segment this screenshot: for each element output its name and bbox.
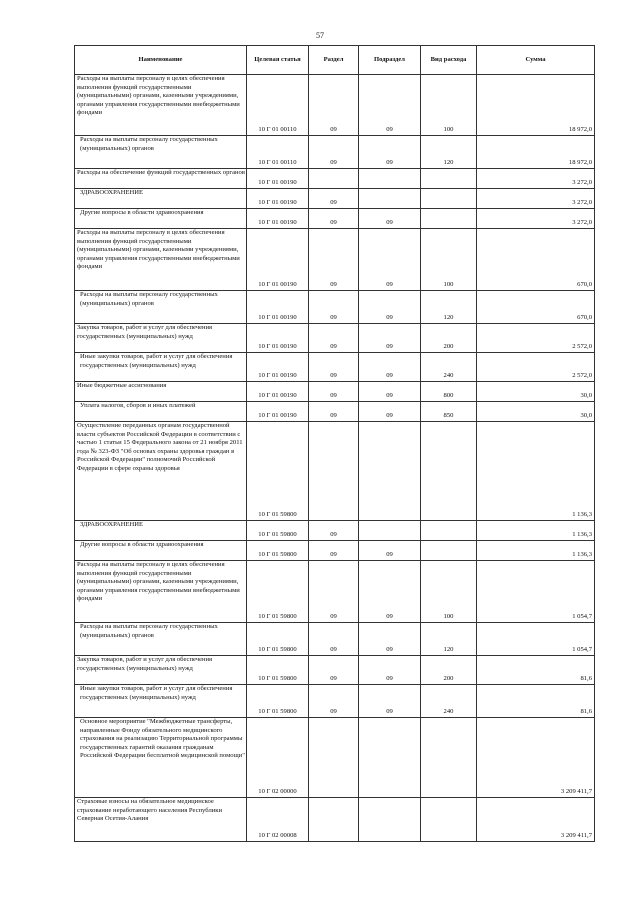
table-row bbox=[75, 229, 595, 291]
row-name: Расходы на выплаты персоналу государственных (муниципальных) органов bbox=[75, 623, 247, 656]
row-sum: 670,0 bbox=[477, 291, 595, 324]
row-expense-type bbox=[421, 521, 477, 541]
row-article: 10 Г 01 00190 bbox=[247, 291, 309, 324]
row-expense-type bbox=[421, 798, 477, 842]
row-sum: 1 054,7 bbox=[477, 623, 595, 656]
row-sum: 670,0 bbox=[477, 229, 595, 291]
row-subsection bbox=[359, 189, 421, 209]
header-article: Целевая статья bbox=[247, 46, 309, 75]
row-name: Расходы на выплаты персоналу в целях обеспечения выполнения функций государственными (муниципальными) органами, казенными учреждениями, органами управления государственными внебюджетными фондами bbox=[75, 229, 247, 291]
table-row bbox=[75, 798, 595, 842]
row-article: 10 Г 01 00190 bbox=[247, 229, 309, 291]
table-row bbox=[75, 169, 595, 189]
table-row bbox=[75, 209, 595, 229]
row-name: Закупка товаров, работ и услуг для обеспечения государственных (муниципальных) нужд bbox=[75, 324, 247, 353]
row-article: 10 Г 01 00190 bbox=[247, 382, 309, 402]
row-expense-type bbox=[421, 169, 477, 189]
row-subsection bbox=[359, 521, 421, 541]
row-article: 10 Г 01 59800 bbox=[247, 541, 309, 561]
row-sum: 3 272,0 bbox=[477, 169, 595, 189]
row-name: Расходы на выплаты персоналу в целях обеспечения выполнения функций государственными (муниципальными) органами, казенными учреждениями, органами управления государственными внебюджетными фондами bbox=[75, 561, 247, 623]
row-expense-type bbox=[421, 718, 477, 798]
row-subsection bbox=[359, 798, 421, 842]
row-article: 10 Г 02 00000 bbox=[247, 718, 309, 798]
row-sum: 1 136,3 bbox=[477, 422, 595, 521]
row-expense-type bbox=[421, 422, 477, 521]
row-name: ЗДРАВООХРАНЕНИЕ bbox=[75, 189, 247, 209]
table-row bbox=[75, 561, 595, 623]
row-section: 09 bbox=[309, 136, 359, 169]
row-section: 09 bbox=[309, 382, 359, 402]
row-article: 10 Г 01 00190 bbox=[247, 209, 309, 229]
row-article: 10 Г 01 59800 bbox=[247, 422, 309, 521]
row-name: Иные бюджетные ассигнования bbox=[75, 382, 247, 402]
table-body bbox=[75, 75, 595, 842]
header-section: Раздел bbox=[309, 46, 359, 75]
table-row bbox=[75, 353, 595, 382]
row-article: 10 Г 01 00110 bbox=[247, 136, 309, 169]
row-section bbox=[309, 798, 359, 842]
row-article: 10 Г 01 00190 bbox=[247, 353, 309, 382]
row-expense-type: 200 bbox=[421, 324, 477, 353]
row-section: 09 bbox=[309, 402, 359, 422]
row-subsection: 09 bbox=[359, 402, 421, 422]
row-name: Другие вопросы в области здравоохранения bbox=[75, 209, 247, 229]
row-section: 09 bbox=[309, 324, 359, 353]
row-article: 10 Г 02 00008 bbox=[247, 798, 309, 842]
row-name: Иные закупки товаров, работ и услуг для обеспечения государственных (муниципальных) нужд bbox=[75, 685, 247, 718]
row-article: 10 Г 01 59800 bbox=[247, 685, 309, 718]
row-subsection bbox=[359, 169, 421, 189]
row-sum: 3 209 411,7 bbox=[477, 718, 595, 798]
row-section: 09 bbox=[309, 229, 359, 291]
row-section bbox=[309, 169, 359, 189]
row-expense-type bbox=[421, 189, 477, 209]
header-subsection: Подраздел bbox=[359, 46, 421, 75]
row-sum: 3 209 411,7 bbox=[477, 798, 595, 842]
row-subsection: 09 bbox=[359, 353, 421, 382]
row-name: Иные закупки товаров, работ и услуг для обеспечения государственных (муниципальных) нужд bbox=[75, 353, 247, 382]
row-section: 09 bbox=[309, 541, 359, 561]
header-expense-type: Вид расхода bbox=[421, 46, 477, 75]
row-expense-type: 120 bbox=[421, 291, 477, 324]
row-name: Основное мероприятие "Межбюджетные трансферты, направленные Фонду обязательного медицинского страхования на реализацию Территориальной программы государственных гарантий оказания гражданам Российской Федерации бесплатной медицинской помощи" bbox=[75, 718, 247, 798]
row-subsection: 09 bbox=[359, 136, 421, 169]
row-subsection: 09 bbox=[359, 623, 421, 656]
row-sum: 81,6 bbox=[477, 685, 595, 718]
row-subsection bbox=[359, 718, 421, 798]
row-expense-type: 100 bbox=[421, 229, 477, 291]
row-name: Страховые взносы на обязательное медицинское страхование неработающего населения Республики Северная Осетия-Алания bbox=[75, 798, 247, 842]
row-sum: 81,6 bbox=[477, 656, 595, 685]
row-subsection: 09 bbox=[359, 382, 421, 402]
row-article: 10 Г 01 00190 bbox=[247, 324, 309, 353]
row-name: Закупка товаров, работ и услуг для обеспечения государственных (муниципальных) нужд bbox=[75, 656, 247, 685]
row-article: 10 Г 01 59800 bbox=[247, 656, 309, 685]
row-article: 10 Г 01 59800 bbox=[247, 521, 309, 541]
table-row bbox=[75, 382, 595, 402]
row-subsection: 09 bbox=[359, 75, 421, 136]
row-sum: 1 136,3 bbox=[477, 541, 595, 561]
row-expense-type: 120 bbox=[421, 623, 477, 656]
table-row bbox=[75, 685, 595, 718]
table-row bbox=[75, 324, 595, 353]
table-row bbox=[75, 291, 595, 324]
table-row bbox=[75, 656, 595, 685]
table-row bbox=[75, 521, 595, 541]
row-subsection bbox=[359, 422, 421, 521]
table-row bbox=[75, 541, 595, 561]
table-header-row bbox=[75, 46, 595, 75]
row-name: Расходы на обеспечение функций государственных органов bbox=[75, 169, 247, 189]
row-expense-type: 120 bbox=[421, 136, 477, 169]
row-expense-type bbox=[421, 209, 477, 229]
table-row bbox=[75, 718, 595, 798]
row-sum: 18 972,0 bbox=[477, 136, 595, 169]
row-name: Расходы на выплаты персоналу государственных (муниципальных) органов bbox=[75, 291, 247, 324]
row-sum: 2 572,0 bbox=[477, 353, 595, 382]
row-sum: 18 972,0 bbox=[477, 75, 595, 136]
row-name: Расходы на выплаты персоналу государственных (муниципальных) органов bbox=[75, 136, 247, 169]
row-expense-type: 100 bbox=[421, 75, 477, 136]
header-sum: Сумма bbox=[477, 46, 595, 75]
row-section: 09 bbox=[309, 656, 359, 685]
row-article: 10 Г 01 00190 bbox=[247, 402, 309, 422]
row-subsection: 09 bbox=[359, 656, 421, 685]
table-row bbox=[75, 402, 595, 422]
row-name: Расходы на выплаты персоналу в целях обеспечения выполнения функций государственными (муниципальными) органами, казенными учреждениями, органами управления государственными внебюджетными фондами bbox=[75, 75, 247, 136]
row-subsection: 09 bbox=[359, 209, 421, 229]
row-section bbox=[309, 422, 359, 521]
row-sum: 30,0 bbox=[477, 402, 595, 422]
row-expense-type bbox=[421, 541, 477, 561]
row-section: 09 bbox=[309, 353, 359, 382]
table-row bbox=[75, 136, 595, 169]
row-section: 09 bbox=[309, 75, 359, 136]
row-name: Осуществление переданных органам государственной власти субъектов Российской Федерации в соответствии с частью 1 статьи 15 Федерального закона от 21 ноября 2011 года № 323-ФЗ "Об основах охраны здоровья граждан в Российской Федерации" полномочий Российской Федерации в сфере охраны здоровья bbox=[75, 422, 247, 521]
row-name: Другие вопросы в области здравоохранения bbox=[75, 541, 247, 561]
row-subsection: 09 bbox=[359, 541, 421, 561]
row-section: 09 bbox=[309, 291, 359, 324]
row-expense-type: 240 bbox=[421, 685, 477, 718]
row-expense-type: 200 bbox=[421, 656, 477, 685]
row-expense-type: 100 bbox=[421, 561, 477, 623]
row-article: 10 Г 01 00110 bbox=[247, 75, 309, 136]
row-sum: 2 572,0 bbox=[477, 324, 595, 353]
row-subsection: 09 bbox=[359, 685, 421, 718]
table-row bbox=[75, 422, 595, 521]
row-section: 09 bbox=[309, 561, 359, 623]
row-section bbox=[309, 718, 359, 798]
row-article: 10 Г 01 00190 bbox=[247, 189, 309, 209]
row-subsection: 09 bbox=[359, 291, 421, 324]
row-article: 10 Г 01 59800 bbox=[247, 561, 309, 623]
row-sum: 3 272,0 bbox=[477, 209, 595, 229]
row-sum: 30,0 bbox=[477, 382, 595, 402]
row-section: 09 bbox=[309, 521, 359, 541]
table-row bbox=[75, 623, 595, 656]
row-article: 10 Г 01 59800 bbox=[247, 623, 309, 656]
budget-table bbox=[74, 45, 595, 842]
page-number: 57 bbox=[316, 31, 324, 40]
header-name: Наименование bbox=[75, 46, 247, 75]
row-section: 09 bbox=[309, 209, 359, 229]
row-section: 09 bbox=[309, 623, 359, 656]
row-section: 09 bbox=[309, 189, 359, 209]
row-sum: 1 054,7 bbox=[477, 561, 595, 623]
row-expense-type: 800 bbox=[421, 382, 477, 402]
row-article: 10 Г 01 00190 bbox=[247, 169, 309, 189]
row-name: Уплата налогов, сборов и иных платежей bbox=[75, 402, 247, 422]
row-section: 09 bbox=[309, 685, 359, 718]
row-name: ЗДРАВООХРАНЕНИЕ bbox=[75, 521, 247, 541]
row-subsection: 09 bbox=[359, 561, 421, 623]
row-subsection: 09 bbox=[359, 229, 421, 291]
row-sum: 1 136,3 bbox=[477, 521, 595, 541]
row-sum: 3 272,0 bbox=[477, 189, 595, 209]
table-row bbox=[75, 189, 595, 209]
table-row bbox=[75, 75, 595, 136]
row-expense-type: 850 bbox=[421, 402, 477, 422]
row-subsection: 09 bbox=[359, 324, 421, 353]
row-expense-type: 240 bbox=[421, 353, 477, 382]
